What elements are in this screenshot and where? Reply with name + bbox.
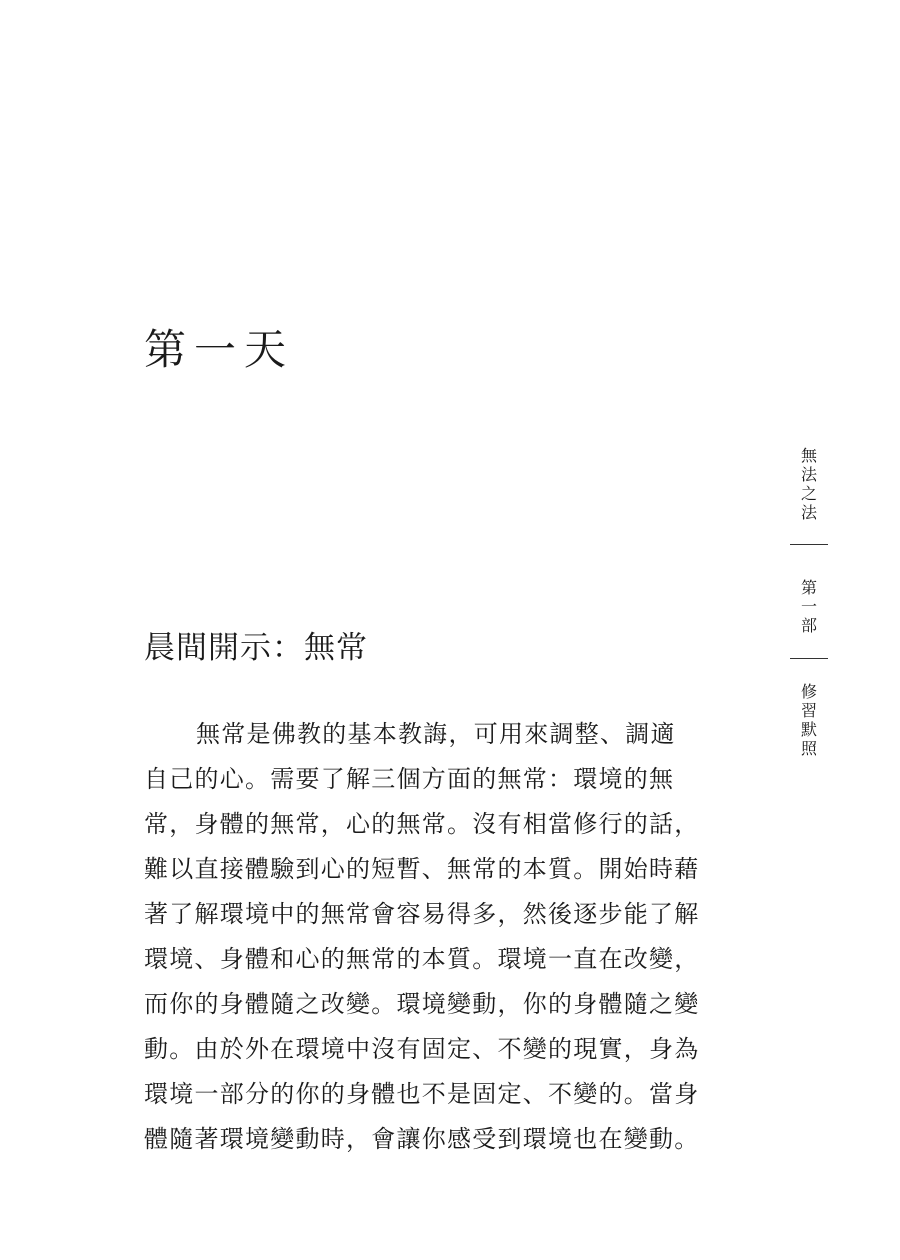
body-line: 體隨著環境變動時，會讓你感受到環境也在變動。	[144, 1125, 700, 1153]
part-title-char: 習	[800, 701, 817, 720]
body-text	[144, 712, 716, 1162]
body-line: 常，身體的無常，心的無常。沒有相當修行的話，	[144, 810, 700, 838]
chapter-title: 第一天	[144, 325, 295, 374]
book-title-char: 法	[800, 465, 817, 484]
book-title-char: 無	[800, 446, 817, 465]
part-label-vertical	[788, 578, 830, 635]
running-header-vertical	[788, 446, 830, 758]
part-title-char: 照	[800, 739, 817, 758]
body-line: 著了解環境中的無常會容易得多，然後逐步能了解	[144, 900, 700, 928]
book-title-vertical	[788, 446, 830, 522]
body-line: 環境一部分的你的身體也不是固定、不變的。當身	[144, 1080, 700, 1108]
body-line: 動。由於外在環境中沒有固定、不變的現實，身為	[144, 1035, 700, 1063]
body-line: 環境、身體和心的無常的本質。環境一直在改變，	[144, 945, 700, 973]
side-divider	[790, 544, 828, 545]
part-label-char: 第	[800, 578, 817, 597]
body-line: 難以直接體驗到心的短暫、無常的本質。開始時藉	[144, 855, 700, 883]
book-title-char: 之	[800, 484, 817, 503]
part-label-char: 部	[800, 616, 817, 635]
part-title-char: 修	[800, 682, 817, 701]
part-title-vertical	[788, 682, 830, 758]
side-divider	[790, 658, 828, 659]
part-title-char: 默	[800, 720, 817, 739]
book-title-char: 法	[800, 503, 817, 522]
part-label-char: 一	[800, 597, 817, 616]
body-line: 而你的身體隨之改變。環境變動，你的身體隨之變	[144, 990, 700, 1018]
section-title: 晨間開示：無常	[144, 630, 368, 666]
body-line: 自己的心。需要了解三個方面的無常：環境的無	[144, 765, 675, 793]
body-line: 無常是佛教的基本教誨，可用來調整、調適	[196, 720, 676, 748]
